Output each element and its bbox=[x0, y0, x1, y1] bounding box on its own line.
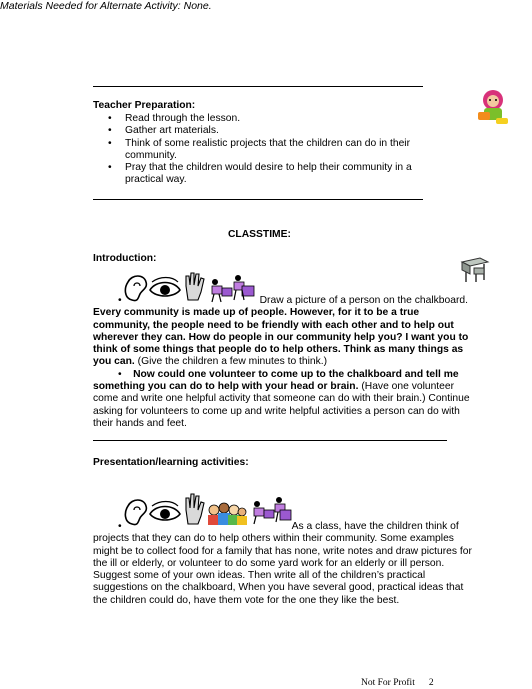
teacher-preparation-heading: Teacher Preparation: bbox=[93, 100, 196, 111]
list-item: • Gather art materials. bbox=[108, 125, 219, 137]
child-clipart-icon bbox=[476, 88, 510, 128]
list-item: • Think of some realistic projects that the children can do in their community. bbox=[108, 137, 411, 161]
page-number: 2 bbox=[428, 678, 434, 688]
school-desk-icon bbox=[458, 254, 492, 284]
hand-icon bbox=[186, 494, 204, 524]
divider bbox=[93, 86, 423, 87]
divider bbox=[93, 440, 447, 441]
eye-icon bbox=[150, 502, 180, 521]
list-item: • Read through the lesson. bbox=[108, 113, 241, 124]
list-item: • Pray that the children would desire to help their community in a practical way. bbox=[108, 162, 412, 186]
divider bbox=[93, 199, 423, 200]
presentation-paragraph: • As a class, have the children think of projects that they can do to help others within their community. Some examples might be to collect food for a family that has none, write notes and draw pictures for the ill or elderly, or volunteer to do some yard work for an elderly or ill person. Suggest some of your own ideas. Then write all of the children’s practical suggestions on the chalkboard, When you have several good, practical ideas that the children could do, have them vote for the one they like the best. bbox=[93, 521, 472, 606]
presentation-heading: Presentation/learning activities: bbox=[93, 457, 249, 468]
introduction-paragraph: • Draw a picture of a person on the chalkboard. Every community is made up of people. However, for it to be a true community, the people need to be friendly with each other and to help out wherever they can. How do people in our community help you? I want you to think of some things that people do to help others. Think as many things as you can. (Give the children a few minutes to think.) • Now could one volunteer to come up to the chalkboard and tell me something you can do to help with your head or brain. (Have one volunteer come and write one helpful activity that someone can do with their brain.) Continue asking for volunteers to come up and write helpful activities a person can do with their hands and feet. bbox=[93, 295, 470, 429]
materials-line: Materials Needed for Alternate Activity: None. bbox=[0, 0, 212, 12]
teacher-preparation-list bbox=[104, 113, 424, 187]
children-with-box-icon bbox=[254, 497, 291, 524]
eye-icon bbox=[150, 278, 180, 297]
classtime-heading: CLASSTIME: bbox=[228, 229, 291, 240]
footer: Not For Profit 2 bbox=[361, 678, 434, 688]
introduction-heading: Introduction: bbox=[93, 253, 157, 264]
